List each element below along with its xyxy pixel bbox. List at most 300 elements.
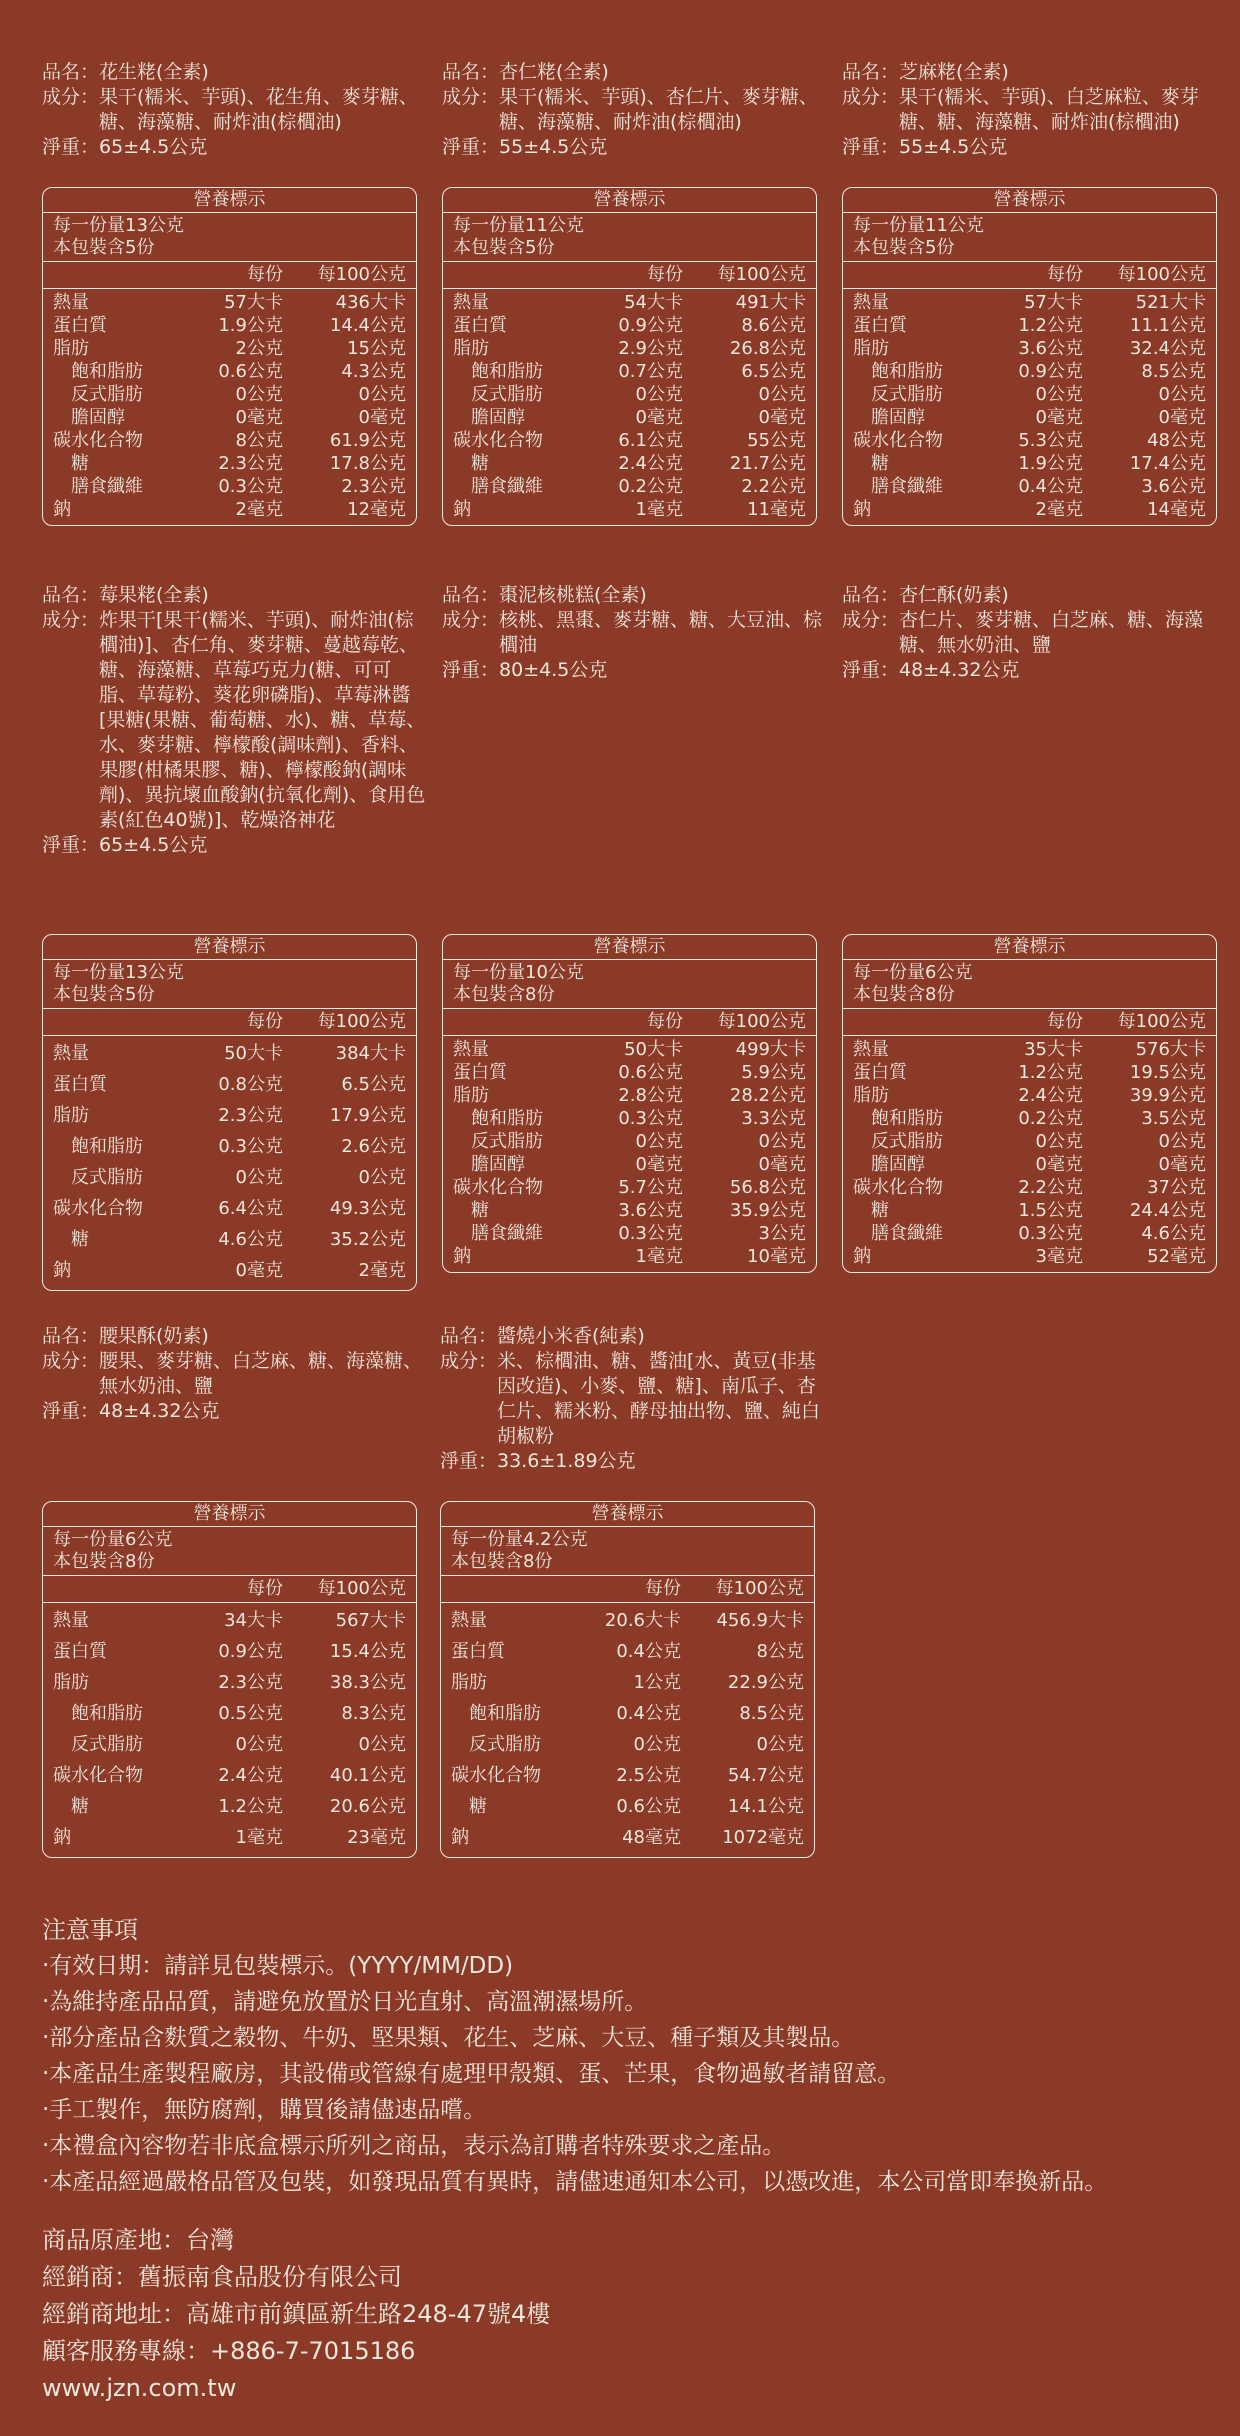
product-name: 杏仁粩(全素) xyxy=(499,61,609,83)
header-per-serving: 每份 xyxy=(247,264,283,285)
nutrient-row xyxy=(441,1605,814,1636)
nutrient-name: 熱量 xyxy=(453,292,489,313)
per-serving-value: 50大卡 xyxy=(624,1039,683,1060)
nutrient-row xyxy=(443,1222,816,1245)
serving-size: 每一份量11公克 xyxy=(453,215,584,236)
serving-size: 每一份量10公克 xyxy=(453,962,584,983)
per-serving-value: 2毫克 xyxy=(235,499,283,520)
product-info xyxy=(42,60,427,160)
nutrient-name: 熱量 xyxy=(53,1043,89,1064)
per-serving-value: 4.6公克 xyxy=(218,1229,283,1250)
header-per-serving: 每份 xyxy=(247,1578,283,1599)
nutrition-table xyxy=(842,934,1217,1273)
table-header xyxy=(843,1009,1216,1036)
nutrient-name: 反式脂肪 xyxy=(871,384,943,405)
per-serving-value: 1.2公克 xyxy=(1018,315,1083,336)
per-serving-value: 0公克 xyxy=(1035,1131,1083,1152)
per-serving-value: 1.9公克 xyxy=(218,315,283,336)
nutrient-name: 碳水化合物 xyxy=(453,1177,543,1198)
per-100g-value: 2.2公克 xyxy=(741,476,806,497)
product-name-label: 品名： xyxy=(442,584,500,606)
per-serving-value: 1公克 xyxy=(633,1672,681,1693)
nutrient-row xyxy=(43,337,416,360)
net-weight-line xyxy=(842,135,1227,160)
nutrient-name: 反式脂肪 xyxy=(71,1734,143,1755)
per-100g-value: 0公克 xyxy=(1158,1131,1206,1152)
nutrient-name: 脂肪 xyxy=(453,338,489,359)
per-serving-value: 1毫克 xyxy=(635,1246,683,1267)
note-item: ‧有效日期：請詳見包裝標示。(YYYY/MM/DD) xyxy=(42,1953,514,1979)
product-name-label: 品名： xyxy=(42,584,100,606)
per-serving-value: 2.2公克 xyxy=(1018,1177,1083,1198)
per-serving-value: 0.6公克 xyxy=(218,361,283,382)
per-serving-value: 2.3公克 xyxy=(218,1105,283,1126)
nutrient-name: 脂肪 xyxy=(451,1672,487,1693)
nutrient-row xyxy=(843,1084,1216,1107)
per-serving-value: 0公克 xyxy=(633,1734,681,1755)
per-serving-value: 2.3公克 xyxy=(218,453,283,474)
product-name-line xyxy=(42,583,427,608)
nutrient-name: 糖 xyxy=(71,1229,89,1250)
nutrient-name: 膽固醇 xyxy=(71,407,125,428)
nutrient-row xyxy=(843,452,1216,475)
table-header xyxy=(441,1576,814,1603)
nutrient-name: 飽和脂肪 xyxy=(871,361,943,382)
nutrient-name: 膳食纖維 xyxy=(871,1223,943,1244)
per-100g-value: 11毫克 xyxy=(747,499,806,520)
header-blank xyxy=(43,1576,183,1602)
per-100g-value: 0公克 xyxy=(756,1734,804,1755)
nutrient-rows xyxy=(843,1036,1216,1272)
per-serving-value: 1.2公克 xyxy=(1018,1062,1083,1083)
nutrient-name: 蛋白質 xyxy=(453,1062,507,1083)
serving-size: 每一份量11公克 xyxy=(853,215,984,236)
per-100g-value: 5.9公克 xyxy=(741,1062,806,1083)
per-100g-value: 3.3公克 xyxy=(741,1108,806,1129)
header-per-100g: 每100公克 xyxy=(317,1011,406,1032)
ingredients-line xyxy=(842,608,1227,658)
per-100g-value: 8.3公克 xyxy=(341,1703,406,1724)
per-100g-value: 52毫克 xyxy=(1147,1246,1206,1267)
nutrient-row xyxy=(443,1107,816,1130)
table-header xyxy=(843,262,1216,289)
per-serving-value: 0.3公克 xyxy=(218,476,283,497)
product-name: 花生粩(全素) xyxy=(99,61,209,83)
nutrient-row xyxy=(843,1153,1216,1176)
per-serving-value: 54大卡 xyxy=(624,292,683,313)
nutrient-row xyxy=(441,1791,814,1822)
nutrition-table-title: 營養標示 xyxy=(441,1502,814,1527)
per-100g-value: 10毫克 xyxy=(747,1246,806,1267)
per-serving-value: 35大卡 xyxy=(1024,1039,1083,1060)
nutrient-name: 脂肪 xyxy=(53,1672,89,1693)
per-100g-value: 0公克 xyxy=(758,1131,806,1152)
per-serving-value: 0公克 xyxy=(635,1131,683,1152)
per-serving-value: 0.9公克 xyxy=(218,1641,283,1662)
per-serving-value: 0.7公克 xyxy=(618,361,683,382)
per-serving-value: 0毫克 xyxy=(235,1260,283,1281)
nutrient-row xyxy=(443,291,816,314)
per-100g-value: 0毫克 xyxy=(358,407,406,428)
nutrient-row xyxy=(843,1061,1216,1084)
per-serving-value: 2.5公克 xyxy=(616,1765,681,1786)
nutrient-rows xyxy=(843,289,1216,525)
per-100g-value: 17.8公克 xyxy=(329,453,406,474)
per-100g-value: 0公克 xyxy=(1158,384,1206,405)
per-100g-value: 6.5公克 xyxy=(341,1074,406,1095)
serving-info xyxy=(43,1527,416,1576)
net-weight-line xyxy=(42,833,427,858)
ingredients-line xyxy=(42,85,427,135)
nutrient-row xyxy=(443,337,816,360)
header-per-serving: 每份 xyxy=(647,1011,683,1032)
nutrition-table-title: 營養標示 xyxy=(43,1502,416,1527)
per-serving-value: 6.4公克 xyxy=(218,1198,283,1219)
net-weight-line xyxy=(442,135,827,160)
nutrient-row xyxy=(43,1162,416,1193)
nutrient-row xyxy=(441,1698,814,1729)
per-serving-value: 0.8公克 xyxy=(218,1074,283,1095)
note-item: ‧本產品生產製程廠房，其設備或管線有處理甲殼類、蛋、芒果，食物過敏者請留意。 xyxy=(42,2061,901,2087)
product-name: 棗泥核桃糕(全素) xyxy=(499,584,647,606)
product-name-line xyxy=(42,1324,427,1349)
nutrient-row xyxy=(43,1224,416,1255)
per-100g-value: 521大卡 xyxy=(1135,292,1206,313)
nutrient-name: 糖 xyxy=(471,453,489,474)
header-blank xyxy=(443,1009,583,1035)
per-serving-value: 2.4公克 xyxy=(218,1765,283,1786)
nutrient-row xyxy=(443,1084,816,1107)
serving-size: 每一份量6公克 xyxy=(53,1529,173,1550)
net-weight-line xyxy=(440,1449,825,1474)
nutrient-row xyxy=(43,1791,416,1822)
per-100g-value: 4.6公克 xyxy=(1141,1223,1206,1244)
nutrient-name: 膳食纖維 xyxy=(471,476,543,497)
nutrient-name: 糖 xyxy=(71,453,89,474)
nutrient-name: 鈉 xyxy=(453,1246,471,1267)
ingredients: 核桃、黑棗、麥芽糖、糖、大豆油、棕櫚油 xyxy=(499,609,823,656)
net-weight-label: 淨重： xyxy=(42,136,100,158)
per-100g-value: 0公克 xyxy=(758,384,806,405)
ingredients-line xyxy=(42,608,427,833)
header-per-100g: 每100公克 xyxy=(717,264,806,285)
nutrient-name: 飽和脂肪 xyxy=(71,1136,143,1157)
product-name-label: 品名： xyxy=(842,61,900,83)
net-weight: 48±4.32公克 xyxy=(899,659,1020,681)
nutrient-name: 鈉 xyxy=(853,499,871,520)
per-100g-value: 38.3公克 xyxy=(329,1672,406,1693)
per-100g-value: 17.4公克 xyxy=(1129,453,1206,474)
per-serving-value: 0毫克 xyxy=(635,1154,683,1175)
product-name: 芝麻粩(全素) xyxy=(899,61,1009,83)
nutrient-row xyxy=(43,291,416,314)
nutrient-name: 糖 xyxy=(469,1796,487,1817)
per-100g-value: 35.2公克 xyxy=(329,1229,406,1250)
per-100g-value: 0公克 xyxy=(358,1167,406,1188)
per-100g-value: 4.3公克 xyxy=(341,361,406,382)
nutrient-name: 碳水化合物 xyxy=(451,1765,541,1786)
nutrient-rows xyxy=(43,1603,416,1857)
nutrient-name: 膽固醇 xyxy=(471,407,525,428)
per-serving-value: 48毫克 xyxy=(622,1827,681,1848)
ingredients-line xyxy=(842,85,1227,135)
per-serving-value: 0公克 xyxy=(635,384,683,405)
net-weight: 33.6±1.89公克 xyxy=(497,1450,636,1472)
per-100g-value: 1072毫克 xyxy=(722,1827,804,1848)
table-header xyxy=(43,1576,416,1603)
ingredients: 果干(糯米、芋頭)、白芝麻粒、麥芽糖、糖、海藻糖、耐炸油(棕櫚油) xyxy=(899,86,1199,133)
servings-per-pack: 本包裝含5份 xyxy=(453,237,555,258)
per-100g-value: 22.9公克 xyxy=(727,1672,804,1693)
nutrient-row xyxy=(43,1100,416,1131)
nutrient-name: 碳水化合物 xyxy=(53,430,143,451)
nutrition-table-title: 營養標示 xyxy=(43,935,416,960)
nutrition-table-title: 營養標示 xyxy=(43,188,416,213)
per-100g-value: 15.4公克 xyxy=(329,1641,406,1662)
per-100g-value: 0公克 xyxy=(358,1734,406,1755)
header-per-serving: 每份 xyxy=(1047,264,1083,285)
net-weight: 55±4.5公克 xyxy=(499,136,608,158)
customer-hotline: 顧客服務專線：+886-7-7015186 xyxy=(42,2337,416,2365)
net-weight-line xyxy=(842,658,1227,683)
per-100g-value: 0毫克 xyxy=(1158,407,1206,428)
nutrient-rows xyxy=(43,1036,416,1290)
nutrient-name: 熱量 xyxy=(853,292,889,313)
servings-per-pack: 本包裝含8份 xyxy=(453,984,555,1005)
per-100g-value: 2毫克 xyxy=(358,1260,406,1281)
nutrient-row xyxy=(43,475,416,498)
nutrient-row xyxy=(43,360,416,383)
per-serving-value: 3毫克 xyxy=(1035,1246,1083,1267)
per-100g-value: 499大卡 xyxy=(735,1039,806,1060)
net-weight: 55±4.5公克 xyxy=(899,136,1008,158)
nutrient-name: 蛋白質 xyxy=(853,315,907,336)
header-blank xyxy=(441,1576,581,1602)
per-100g-value: 39.9公克 xyxy=(1129,1085,1206,1106)
nutrient-row xyxy=(441,1636,814,1667)
product-info xyxy=(442,583,827,683)
per-100g-value: 3.6公克 xyxy=(1141,476,1206,497)
nutrient-name: 飽和脂肪 xyxy=(71,1703,143,1724)
nutrient-name: 膳食纖維 xyxy=(71,476,143,497)
servings-per-pack: 本包裝含5份 xyxy=(53,237,155,258)
per-100g-value: 0公克 xyxy=(358,384,406,405)
header-per-100g: 每100公克 xyxy=(715,1578,804,1599)
per-100g-value: 0毫克 xyxy=(1158,1154,1206,1175)
header-per-serving: 每份 xyxy=(647,264,683,285)
per-serving-value: 0.6公克 xyxy=(618,1062,683,1083)
serving-size: 每一份量4.2公克 xyxy=(451,1529,588,1550)
per-100g-value: 15公克 xyxy=(347,338,406,359)
nutrient-row xyxy=(443,498,816,521)
nutrient-name: 碳水化合物 xyxy=(853,430,943,451)
per-100g-value: 3.5公克 xyxy=(1141,1108,1206,1129)
nutrient-row xyxy=(443,383,816,406)
per-100g-value: 567大卡 xyxy=(335,1610,406,1631)
product-name-label: 品名： xyxy=(440,1325,498,1347)
per-100g-value: 11.1公克 xyxy=(1129,315,1206,336)
nutrient-name: 反式脂肪 xyxy=(469,1734,541,1755)
per-serving-value: 0.9公克 xyxy=(1018,361,1083,382)
per-serving-value: 0毫克 xyxy=(635,407,683,428)
table-header xyxy=(43,1009,416,1036)
nutrient-name: 鈉 xyxy=(53,1260,71,1281)
nutrition-table-title: 營養標示 xyxy=(443,935,816,960)
product-info xyxy=(842,60,1227,160)
per-serving-value: 0.2公克 xyxy=(618,476,683,497)
serving-size: 每一份量6公克 xyxy=(853,962,973,983)
per-100g-value: 8.5公克 xyxy=(739,1703,804,1724)
nutrient-rows xyxy=(43,289,416,525)
per-serving-value: 0公克 xyxy=(1035,384,1083,405)
per-serving-value: 2毫克 xyxy=(1035,499,1083,520)
nutrient-row xyxy=(43,1698,416,1729)
nutrient-row xyxy=(43,1069,416,1100)
nutrition-table-title: 營養標示 xyxy=(843,188,1216,213)
per-serving-value: 0毫克 xyxy=(235,407,283,428)
header-per-100g: 每100公克 xyxy=(317,264,406,285)
net-weight: 80±4.5公克 xyxy=(499,659,608,681)
per-serving-value: 1毫克 xyxy=(635,499,683,520)
nutrient-name: 熱量 xyxy=(453,1039,489,1060)
nutrient-name: 熱量 xyxy=(53,1610,89,1631)
product-info xyxy=(442,60,827,160)
website: www.jzn.com.tw xyxy=(42,2374,237,2402)
nutrition-table xyxy=(442,934,817,1273)
nutrient-row xyxy=(843,1245,1216,1268)
ingredients-label: 成分： xyxy=(842,609,900,631)
serving-size: 每一份量13公克 xyxy=(53,215,184,236)
per-serving-value: 2.4公克 xyxy=(1018,1085,1083,1106)
header-per-100g: 每100公克 xyxy=(717,1011,806,1032)
nutrient-row xyxy=(843,1222,1216,1245)
table-header xyxy=(443,1009,816,1036)
nutrient-name: 熱量 xyxy=(853,1039,889,1060)
nutrient-row xyxy=(43,383,416,406)
serving-size: 每一份量13公克 xyxy=(53,962,184,983)
product-name-label: 品名： xyxy=(42,1325,100,1347)
nutrient-row xyxy=(843,475,1216,498)
per-serving-value: 2.4公克 xyxy=(618,453,683,474)
per-serving-value: 5.7公克 xyxy=(618,1177,683,1198)
nutrient-row xyxy=(843,360,1216,383)
note-item: ‧本禮盒內容物若非底盒標示所列之商品，表示為訂購者特殊要求之產品。 xyxy=(42,2133,786,2159)
per-100g-value: 14毫克 xyxy=(1147,499,1206,520)
nutrient-name: 膽固醇 xyxy=(871,407,925,428)
per-serving-value: 0.3公克 xyxy=(1018,1223,1083,1244)
per-serving-value: 0.5公克 xyxy=(218,1703,283,1724)
ingredients: 果干(糯米、芋頭)、杏仁片、麥芽糖、糖、海藻糖、耐炸油(棕櫚油) xyxy=(499,86,818,133)
serving-info xyxy=(443,213,816,262)
per-100g-value: 2.3公克 xyxy=(341,476,406,497)
nutrient-row xyxy=(443,314,816,337)
nutrient-rows xyxy=(441,1603,814,1857)
net-weight-label: 淨重： xyxy=(442,136,500,158)
header-blank xyxy=(43,1009,183,1035)
ingredients-label: 成分： xyxy=(442,86,500,108)
nutrient-name: 糖 xyxy=(871,1200,889,1221)
nutrient-name: 蛋白質 xyxy=(53,315,107,336)
nutrient-name: 鈉 xyxy=(453,499,471,520)
net-weight: 65±4.5公克 xyxy=(99,834,208,856)
nutrient-row xyxy=(843,1199,1216,1222)
per-serving-value: 6.1公克 xyxy=(618,430,683,451)
ingredients: 炸果干[果干(糯米、芋頭)、耐炸油(棕櫚油)]、杏仁角、麥芽糖、蔓越莓乾、糖、海藻糖、草莓巧克力(糖、可可脂、草莓粉、葵花卵磷脂)、草莓淋醬[果糖(果糖、葡萄糖、水)、糖、草莓、水、麥芽糖、檸檬酸(調味劑)、香料、果膠(柑橘果膠、糖)、檸檬酸鈉(調味劑)、異抗壞血酸鈉(抗氧化劑)、食用色素(紅色40號)]、乾燥洛神花 xyxy=(99,609,426,831)
nutrient-name: 飽和脂肪 xyxy=(71,361,143,382)
nutrient-row xyxy=(443,452,816,475)
product-info xyxy=(42,1324,427,1424)
per-100g-value: 56.8公克 xyxy=(729,1177,806,1198)
per-100g-value: 491大卡 xyxy=(735,292,806,313)
nutrient-row xyxy=(843,1176,1216,1199)
serving-info xyxy=(43,213,416,262)
header-blank xyxy=(443,262,583,288)
nutrient-row xyxy=(443,1038,816,1061)
header-per-serving: 每份 xyxy=(645,1578,681,1599)
nutrient-name: 膽固醇 xyxy=(871,1154,925,1175)
nutrient-name: 反式脂肪 xyxy=(471,384,543,405)
per-serving-value: 0.3公克 xyxy=(618,1108,683,1129)
per-100g-value: 14.1公克 xyxy=(727,1796,804,1817)
serving-info xyxy=(443,960,816,1009)
per-serving-value: 0.2公克 xyxy=(1018,1108,1083,1129)
nutrient-row xyxy=(843,1107,1216,1130)
product-name: 莓果粩(全素) xyxy=(99,584,209,606)
net-weight-label: 淨重： xyxy=(442,659,500,681)
per-100g-value: 37公克 xyxy=(1147,1177,1206,1198)
net-weight-line xyxy=(42,135,427,160)
table-header xyxy=(443,262,816,289)
ingredients-line xyxy=(440,1349,825,1449)
per-100g-value: 32.4公克 xyxy=(1129,338,1206,359)
nutrient-row xyxy=(843,383,1216,406)
servings-per-pack: 本包裝含5份 xyxy=(53,984,155,1005)
per-100g-value: 17.9公克 xyxy=(329,1105,406,1126)
nutrient-row xyxy=(443,1176,816,1199)
nutrient-row xyxy=(43,1667,416,1698)
per-100g-value: 12毫克 xyxy=(347,499,406,520)
per-100g-value: 48公克 xyxy=(1147,430,1206,451)
nutrient-name: 熱量 xyxy=(53,292,89,313)
nutrient-row xyxy=(43,1255,416,1286)
nutrient-name: 飽和脂肪 xyxy=(469,1703,541,1724)
per-100g-value: 456.9大卡 xyxy=(716,1610,804,1631)
nutrient-row xyxy=(43,1038,416,1069)
per-serving-value: 0公克 xyxy=(235,384,283,405)
nutrient-row xyxy=(843,291,1216,314)
per-serving-value: 0.4公克 xyxy=(1018,476,1083,497)
net-weight-line xyxy=(442,658,827,683)
servings-per-pack: 本包裝含8份 xyxy=(853,984,955,1005)
origin: 商品原產地：台灣 xyxy=(42,2226,234,2254)
serving-info xyxy=(843,960,1216,1009)
per-serving-value: 50大卡 xyxy=(224,1043,283,1064)
nutrition-table xyxy=(442,187,817,526)
per-serving-value: 0.3公克 xyxy=(218,1136,283,1157)
nutrient-name: 脂肪 xyxy=(453,1085,489,1106)
nutrient-name: 碳水化合物 xyxy=(53,1765,143,1786)
nutrient-row xyxy=(843,498,1216,521)
per-100g-value: 0毫克 xyxy=(758,1154,806,1175)
nutrient-row xyxy=(43,1822,416,1853)
nutrition-table xyxy=(42,1501,417,1858)
ingredients-label: 成分： xyxy=(440,1350,498,1372)
per-serving-value: 0.4公克 xyxy=(616,1641,681,1662)
nutrient-row xyxy=(43,429,416,452)
nutrient-name: 糖 xyxy=(71,1796,89,1817)
ingredients-line xyxy=(442,85,827,135)
per-serving-value: 20.6大卡 xyxy=(604,1610,681,1631)
